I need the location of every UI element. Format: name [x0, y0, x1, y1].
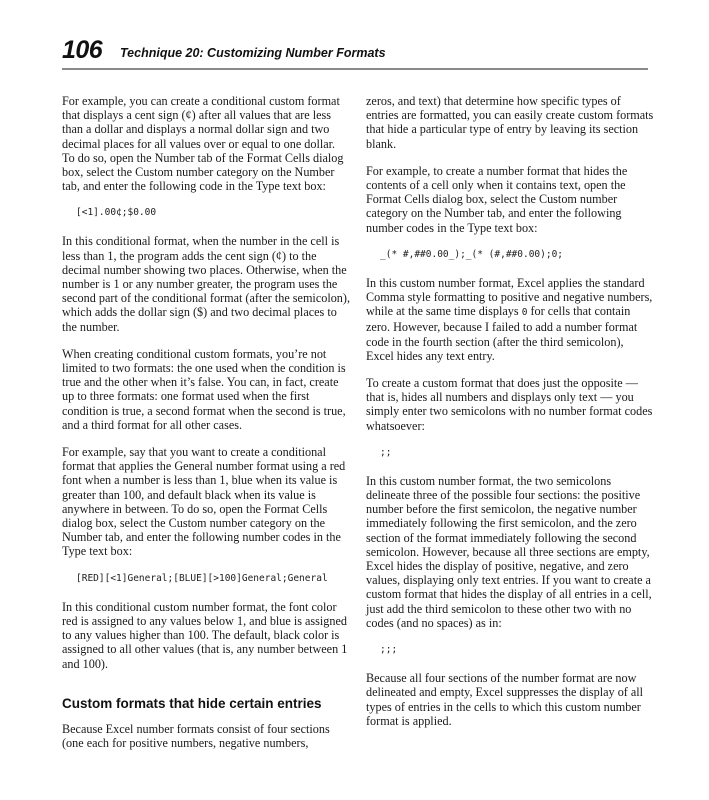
paragraph: For example, say that you want to create a conditional format that applies the General number format using a red font when a number is less than 1, blue when its value is greater than 100, and default black when its value is anywhere in between. To do so, open the Format Cells dialog box, select the Custom number category on the Number tab, and enter the following number codes in the Type text box: — [62, 445, 346, 559]
running-head: Technique 20: Customizing Number Formats — [120, 46, 386, 60]
paragraph: To create a custom format that does just the opposite — that is, hides all numbers and displays only text — you simply enter two semicolons with no number format codes whatsoever: — [366, 376, 653, 433]
paragraph: In this custom number format, the two semicolons delineate three of the possible four sections: the positive number before the first semicolon, the negative number immediately following the first semicolon, and the zero section of the format immediately following the second semicolon. However, because all three sections are empty, Excel hides the display of positive, negative, and zero values, displaying only text entries. If you want to create a custom format that hides the display of all entries in a cell, just add the third semicolon to these other two with no codes (and no spaces) as in: — [366, 473, 652, 630]
code-sample: _(* #,##0.00_);_(* (#,##0.00);0; — [380, 248, 564, 260]
paragraph: In this conditional format, when the number in the cell is less than 1, the program adds the cent sign (¢) to the decimal number showing two places. Otherwise, when the number is 1 or any number greater, the program uses the second part of the conditional format (after the semicolon), which adds the dollar sign ($) and two decimal places to the number. — [62, 234, 350, 334]
paragraph-text: for cells that contain zero. However, because I failed to add a number format code in the fourth section (after the third semicolon), Excel hides any text entry. — [366, 304, 638, 363]
paragraph: Because all four sections of the number format are now delineated and empty, Excel suppresses the display of all types of entries in the cells to which this custom number format is applied. — [366, 671, 644, 728]
page-header — [62, 36, 648, 72]
paragraph: For example, to create a number format that hides the contents of a cell only when it contains text, open the Format Cells dialog box, select the Custom number category on the Number tab, and enter the following number codes in the Type text box: — [366, 163, 628, 235]
section-heading: Custom formats that hide certain entries — [62, 695, 322, 711]
code-sample: [<1].00¢;$0.00 — [76, 207, 157, 219]
paragraph: zeros, and text) that determine how specific types of entries are formatted, you can easily create custom formats that hide a particular type of entry by leaving its section blank. — [366, 94, 654, 151]
header-rule — [62, 68, 648, 70]
inline-code: 0 — [521, 307, 528, 319]
left-column — [62, 94, 350, 763]
right-column — [366, 94, 654, 741]
paragraph — [366, 276, 654, 363]
page-number: 106 — [62, 36, 103, 64]
code-sample: ;;; — [380, 644, 398, 656]
code-sample: [RED][<1]General;[BLUE][>100]General;General — [76, 572, 328, 584]
paragraph: When creating conditional custom formats, you’re not limited to two formats: the one used when the condition is true and the other when it’s false. You can, in fact, create up to three formats: one format used when the first condition is true, a second format when the second is true, and a third format for all other cases. — [62, 346, 346, 432]
paragraph-text: In this custom number format, Excel applies the standard Comma style formatting to positive and negative numbers, while at the same time displays — [366, 275, 653, 319]
paragraph: For example, you can create a conditional custom format that displays a cent sign (¢) after all values that are less than a dollar and displays a normal dollar sign and two decimal places for all values over or equal to one dollar. To do so, open the Number tab of the Format Cells dialog box, select the Custom number category on the Number tab, and enter the following code in the Type text box: — [62, 94, 344, 194]
paragraph: Because Excel number formats consist of four sections (one each for positive numbers, negative numbers, — [62, 721, 330, 750]
code-sample: ;; — [380, 446, 392, 458]
paragraph: In this conditional custom number format, the font color red is assigned to any values below 1, and blue is assigned to any values higher than 100. The default, black color is assigned to all other values (that is, any number between 1 and 100). — [62, 599, 348, 671]
